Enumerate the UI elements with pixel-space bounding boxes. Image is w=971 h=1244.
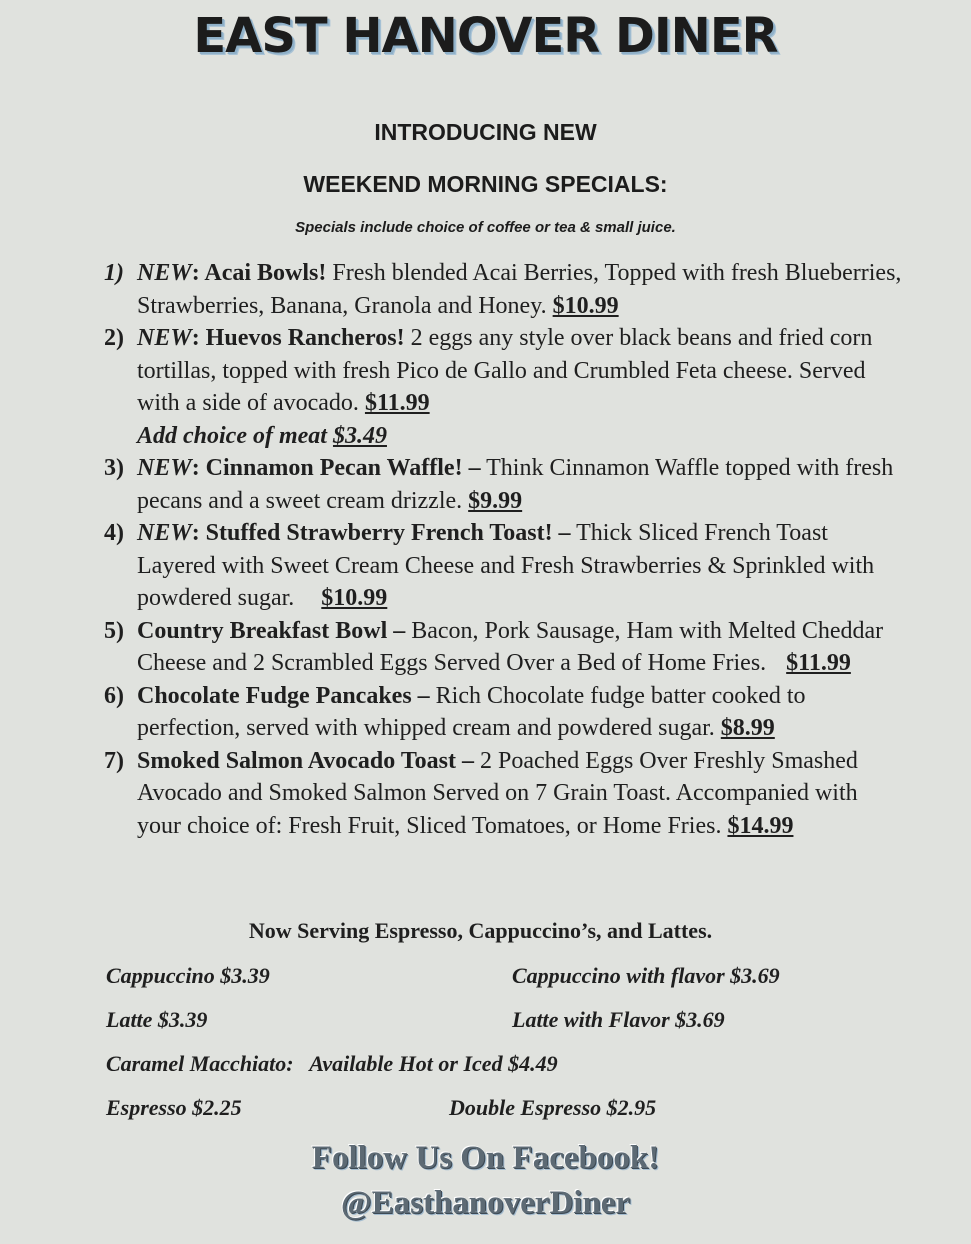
coffee-serving-heading: Now Serving Espresso, Cappuccino’s, and Lattes. — [248, 918, 713, 943]
coffee-double-espresso: Double Espresso $2.95 — [449, 1095, 657, 1120]
item-number: 2) — [104, 325, 124, 351]
item-description: Fresh blended Acai Berries, Topped with fresh Blueberries, Strawberries, Banana, Granola and Honey. — [137, 260, 902, 319]
item-price: $11.99 — [364, 390, 430, 416]
coffee-caramel-macchiato: Caramel Macchiato: Available Hot or Iced $4.49 — [106, 1051, 558, 1076]
special-item-acai-bowls — [104, 257, 904, 322]
item-description: Thick Sliced French Toast Layered with Sweet Cream Cheese and Fresh Strawberries & Sprinkled with powdered sugar. — [137, 520, 875, 611]
addon-price: $3.49 — [332, 422, 387, 449]
new-label: NEW — [137, 520, 192, 546]
coffee-espresso: Espresso $2.25 — [106, 1095, 242, 1120]
special-item-country-breakfast-bowl — [104, 615, 904, 680]
item-name: Smoked Salmon Avocado Toast – — [137, 747, 474, 774]
specials-list — [104, 257, 904, 842]
item-price: $14.99 — [727, 812, 794, 839]
facebook-handle: @EasthanoverDiner — [340, 1185, 631, 1221]
specials-note: Specials include choice of coffee or tea & small juice. — [295, 219, 676, 236]
specials-heading: WEEKEND MORNING SPECIALS: — [303, 171, 668, 197]
addon-label: Add choice of meat — [137, 422, 333, 449]
item-number: 7) — [104, 747, 124, 774]
new-label: NEW — [137, 325, 192, 351]
item-name: : Huevos Rancheros! — [191, 325, 405, 351]
coffee-latte-flavor: Latte with Flavor $3.69 — [512, 1007, 725, 1032]
item-name: : Stuffed Strawberry French Toast! – — [191, 520, 571, 546]
item-number: 5) — [104, 617, 124, 644]
item-price: $8.99 — [720, 715, 775, 741]
item-name: Country Breakfast Bowl – — [137, 617, 406, 644]
diner-title: EAST HANOVER DINER — [193, 8, 778, 64]
special-item-smoked-salmon-toast — [104, 745, 904, 843]
item-description: Bacon, Pork Sausage, Ham with Melted Cheddar Cheese and 2 Scrambled Eggs Served Over a Bed of Home Fries. — [137, 617, 884, 676]
special-item-cinnamon-pecan-waffle — [104, 452, 904, 517]
item-description: 2 eggs any style over black beans and fried corn tortillas, topped with fresh Pico de Gallo and Crumbled Feta cheese. Served with a side of avocado. — [137, 325, 873, 416]
item-price: $10.99 — [552, 292, 619, 319]
item-price: $10.99 — [321, 585, 388, 611]
item-number: 3) — [104, 455, 124, 481]
special-item-huevos-rancheros — [104, 322, 904, 452]
coffee-cappuccino-flavor: Cappuccino with flavor $3.69 — [512, 963, 780, 988]
item-description: Rich Chocolate fudge batter cooked to perfection, served with whipped cream and powdered sugar. — [137, 682, 806, 741]
item-number: 4) — [104, 520, 124, 546]
new-label: NEW — [137, 260, 192, 286]
intro-heading: INTRODUCING NEW — [374, 119, 597, 145]
item-number: 1) — [104, 260, 124, 286]
item-name: Chocolate Fudge Pancakes – — [137, 682, 430, 709]
special-item-stuffed-french-toast — [104, 517, 904, 615]
item-number: 6) — [104, 682, 124, 709]
item-price: $11.99 — [786, 650, 851, 676]
coffee-cappuccino: Cappuccino $3.39 — [106, 963, 270, 988]
item-description: 2 Poached Eggs Over Freshly Smashed Avocado and Smoked Salmon Served on 7 Grain Toast. Accompanied with your choice of: Fresh Fruit, Sliced Tomatoes, or Home Fries. — [137, 747, 858, 839]
coffee-latte: Latte $3.39 — [106, 1007, 208, 1032]
item-price: $9.99 — [468, 487, 523, 514]
item-name: : Cinnamon Pecan Waffle! – — [191, 455, 481, 481]
item-name: : Acai Bowls! — [191, 260, 327, 286]
facebook-follow-text: Follow Us On Facebook! — [311, 1140, 660, 1176]
item-description: Think Cinnamon Waffle topped with fresh pecans and a sweet cream drizzle. — [137, 455, 894, 514]
new-label: NEW — [137, 455, 192, 481]
special-item-chocolate-fudge-pancakes — [104, 680, 904, 745]
